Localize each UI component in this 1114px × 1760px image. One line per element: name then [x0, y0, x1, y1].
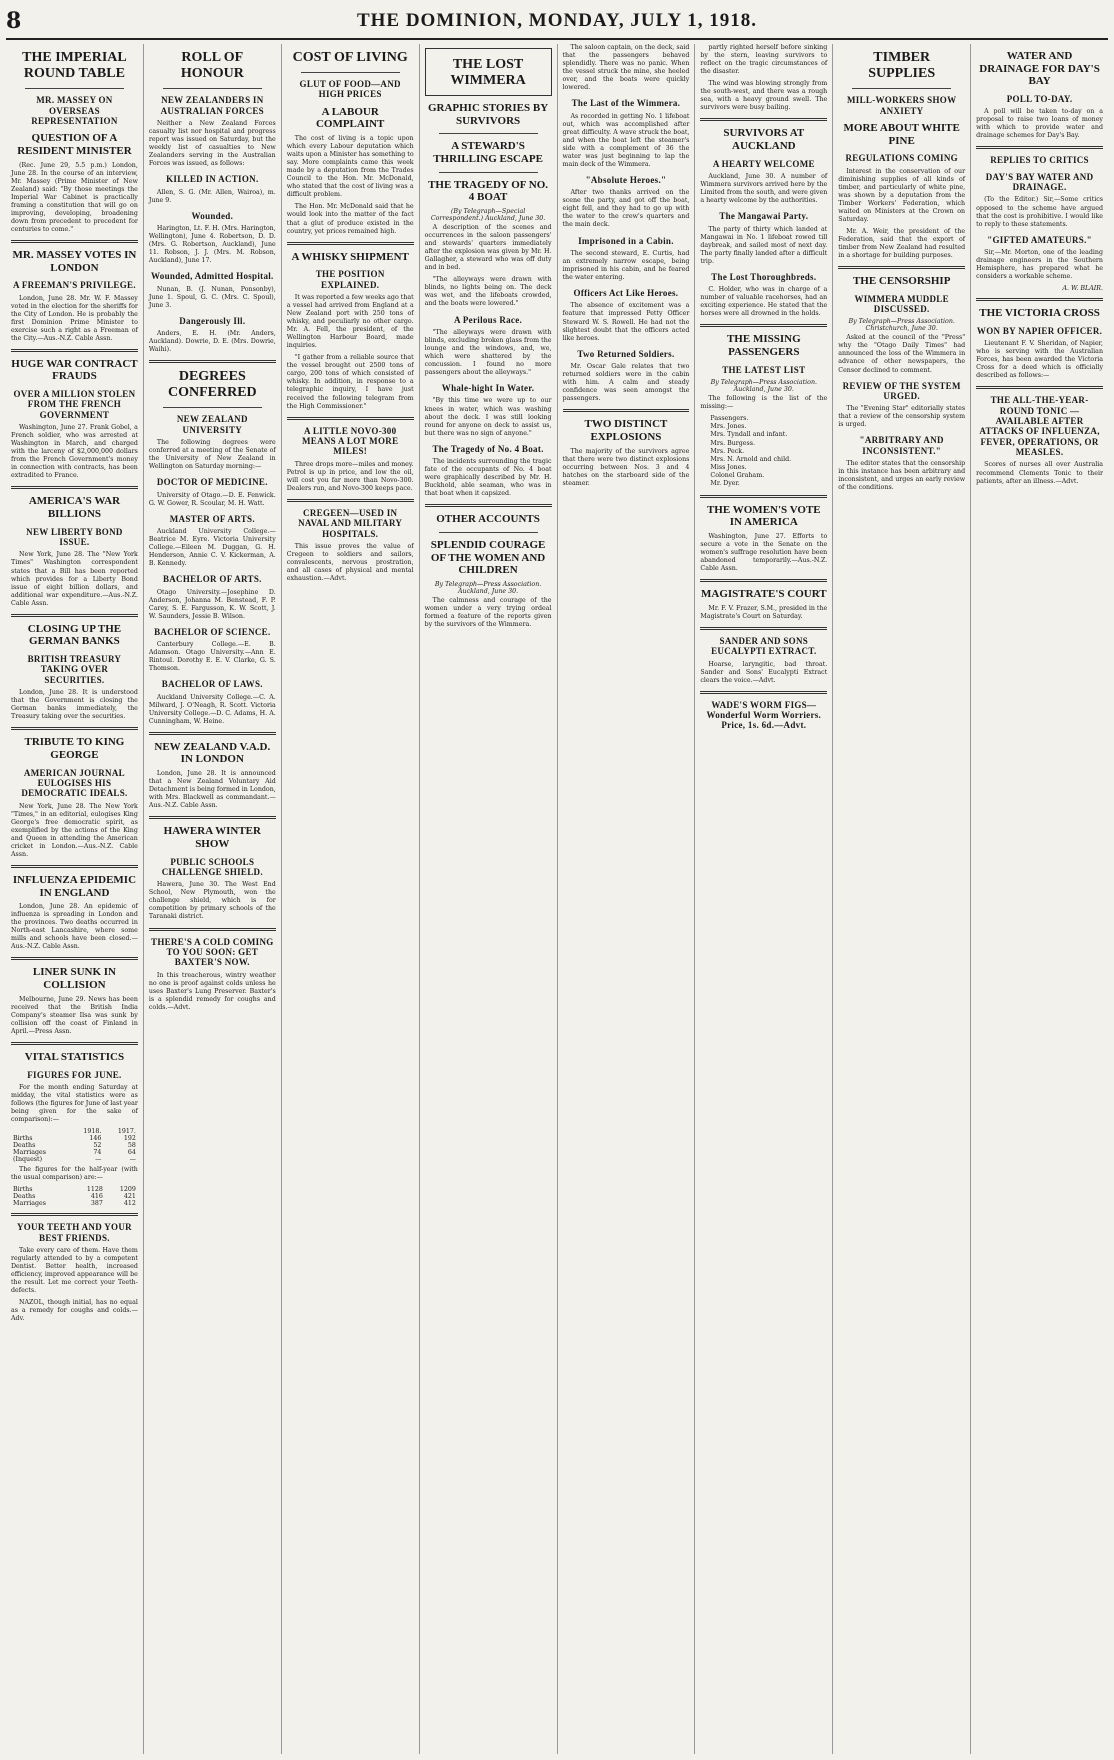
- columns: [6, 44, 1108, 1754]
- divider: [287, 499, 414, 502]
- headline: TRIBUTE TO KING GEORGE: [24, 736, 125, 761]
- article-paragraph: As recorded in getting No. 1 lifeboat out, which was accomplished after great difficulty. A wave struck the boat, and when the boat left the steamer's side with a complement of 36 the water was just beginning to lap the main deck of the Wimmera.: [562, 112, 690, 168]
- table-cell: Marriages: [13, 1149, 46, 1157]
- divider: [976, 386, 1103, 389]
- headline: YOUR TEETH AND YOUR BEST FRIENDS.: [16, 1222, 132, 1243]
- article-paragraph: Interest in the conservation of our diminishing supplies of all kinds of timber, and particularly of white pine, was shown by a deputation from the Timber Workers' Federation, which waited on Ministers at the Crown on Saturday.: [838, 167, 966, 223]
- article-paragraph: Auckland University College.—Beatrice M. Eyre. Victoria University College.—Eileen M. Duggan, G. H. Henderson, Annie C. V. Kickerman, A. B. Kennedy.: [148, 527, 276, 568]
- column-3: [282, 44, 420, 1754]
- headline: THE WOMEN'S VOTE IN AMERICA: [706, 503, 821, 529]
- advertisement: Three drops more—miles and money. Petrol is up in price, and low the oil, will cost you far more than Novo-300. Dealers run, and Novo-300 keeps pace.: [286, 460, 414, 492]
- divider: [700, 324, 827, 327]
- article-paragraph: London, June 28. An epidemic of influenza is spreading in London and the provinces. Two deaths occurred in North-east Lancashire, where some mills and schools have been closed.—Aus.-N.Z. Cable Assn.: [11, 903, 138, 951]
- article-paragraph: Nunan, B. (J. Nunan, Ponsonby), June 1. Spoul, G. C. (Mrs. C. Spoul), June 3.: [148, 285, 276, 309]
- section-label: Wounded.: [191, 210, 234, 221]
- headline: COST OF LIVING: [292, 50, 408, 65]
- newspaper-title: THE DOMINION, MONDAY, JULY 1, 1918.: [356, 10, 758, 31]
- headline: THE IMPERIAL ROUND TABLE: [22, 50, 127, 82]
- headline: OTHER ACCOUNTS: [436, 513, 540, 526]
- headline: THE MISSING PASSENGERS: [726, 333, 801, 358]
- divider: [439, 532, 538, 533]
- article-paragraph: The following degrees were conferred at a meeting of the Senate of the University of New Zealand in Wellington on Saturday morning:—: [148, 439, 276, 471]
- table-cell: 1209: [119, 1186, 136, 1194]
- divider: [25, 88, 124, 89]
- list-item: Colonel Graham.: [710, 472, 765, 480]
- divider: [163, 88, 262, 89]
- table-cell: —: [95, 1156, 102, 1164]
- article-paragraph: C. Holder, who was in charge of a number of valuable racehorses, had an exciting experience. He stated that the horses were all drowned in the holds.: [700, 286, 828, 318]
- table-cell: 1917.: [117, 1128, 136, 1136]
- article-paragraph: (To the Editor.) Sir,—Some critics opposed to the scheme have argued that the cost is prohibitive. I would like to reply to these statements.: [976, 196, 1103, 228]
- column-1: [6, 44, 144, 1754]
- subheadline: WIMMERA MUDDLE DISCUSSED.: [854, 293, 949, 314]
- headline: AMERICA'S WAR BILLIONS: [28, 495, 121, 521]
- divider: [11, 349, 138, 352]
- subheadline: THE LATEST LIST: [722, 364, 806, 375]
- headline: NEW ZEALAND V.A.D. IN LONDON: [154, 740, 271, 766]
- divider: [149, 732, 276, 735]
- headline: REPLIES TO CRITICS: [990, 155, 1089, 166]
- list-item: Passengers.: [710, 415, 749, 423]
- article-paragraph: "By this time we were up to our knees in water, which was washing about the deck. I was still looking round for anyone on deck to assist us, but there was no sign of anyone.": [424, 397, 552, 437]
- article-paragraph: It was reported a few weeks ago that a vessel had arrived from England at a New Zealand port with 250 tons of whisky, and peculiarly no other cargo. Mr. A. Fell, the president, of the Wellington Harbour Board, made inquiries.: [286, 293, 414, 350]
- table-header-row: [11, 1128, 138, 1135]
- headline: THE ALL-THE-YEAR-ROUND TONIC —AVAILABLE AFTER ATTACKS OF INFLUENZA, FEVER, OPERATIONS, OR MEASLES.: [979, 395, 1100, 458]
- subheadline: OVER A MILLION STOLEN FROM THE FRENCH GOVERNMENT: [13, 389, 136, 420]
- table-cell: 52: [93, 1142, 102, 1150]
- subheadline: MORE ABOUT WHITE PINE: [843, 121, 960, 147]
- table-cell: 1128: [86, 1186, 103, 1194]
- section-label: Dangerously Ill.: [179, 315, 246, 326]
- divider: [976, 298, 1103, 301]
- advertisement: NAZOL, though initial, has no equal as a remedy for coughs and colds.—Adv.: [11, 1299, 138, 1323]
- page-number: 8: [6, 8, 22, 34]
- list-item: Mr. Dyer.: [710, 480, 740, 488]
- divider: [852, 88, 951, 89]
- headline: THERE'S A COLD COMING TO YOU SOON: GET BAXTER'S NOW.: [151, 936, 274, 968]
- article-paragraph: The majority of the survivors agree that there were two distinct explosions occurring between Nos. 3 and 4 hatches on the starboard side of the steamer.: [562, 447, 690, 487]
- subheadline: MILL-WORKERS SHOW ANXIETY: [847, 95, 957, 116]
- subheadline: AMERICAN JOURNAL EULOGISES HIS DEMOCRATIC IDEALS.: [21, 767, 128, 799]
- section-label: REVIEW OF THE SYSTEM URGED.: [842, 380, 961, 401]
- headline: CREGEEN—USED IN NAVAL AND MILITARY HOSPITALS.: [298, 507, 403, 539]
- headline: MAGISTRATE'S COURT: [701, 588, 827, 601]
- article-paragraph: (Rec. June 29, 5.5 p.m.) London, June 28. In the course of an interview, Mr. Massey (Prime Minister of New Zealand) said: "By those meetings the Imperial War Cabinet is practically framing a constitution that will go on improving, developing, broadening down from precedent to precedent for centuries to come.": [11, 161, 138, 233]
- article-paragraph: The party of thirty which landed at Mangawai in No. 1 lifeboat rowed till daybreak, and sailed most of next day. The party finally landed after a difficult trip.: [700, 225, 828, 265]
- article-paragraph: London, June 28. It is understood that the Government is closing the German banks immediately, the Treasury taking over the securities.: [11, 689, 138, 721]
- divider: [976, 146, 1103, 149]
- article-paragraph: "The alleyways were drawn with blinds, no lights being on. The deck was wet, and the lifeboats crowded, and the boats were lowered.": [424, 276, 552, 308]
- subheadline: A LABOUR COMPLAINT: [315, 105, 385, 131]
- divider: [149, 816, 276, 819]
- section-label: A Perilous Race.: [454, 314, 523, 325]
- subheadline: WON BY NAPIER OFFICER.: [976, 325, 1103, 336]
- advertisement: WADE'S WORM FIGS—Wonderful Worm Worriers. Price, 1s. 6d.—Advt.: [706, 699, 822, 731]
- article-paragraph: Neither a New Zealand Forces casualty list nor hospital and progress report was issued on Saturday, but the weekly list of casualties to New Zealanders serving in the Australian Forces was issued, as follows:: [148, 119, 276, 168]
- article-paragraph: "The alleyways were drawn with blinds, excluding broken glass from the lounge and the windows, and, we, which were shattered by the concussion. I found no more passengers about the alleyways.": [424, 328, 552, 377]
- table-cell: 421: [123, 1193, 136, 1201]
- table-cell: Births: [13, 1135, 33, 1143]
- column-4: [420, 44, 558, 1754]
- divider: [700, 118, 827, 121]
- advertisement: Scores of nurses all over Australia recommend Clements Tonic to their patients, after an illness.—Advt.: [976, 461, 1103, 485]
- credit-line: By Telegraph—Press Association. Auckland, June 30.: [434, 580, 542, 595]
- list-item: Mrs. Peck.: [710, 447, 745, 455]
- headline: MR. MASSEY VOTES IN LONDON: [12, 248, 137, 274]
- section-label: The Tragedy of No. 4 Boat.: [432, 443, 544, 454]
- article-paragraph: Auckland, June 30. A number of Wimmera survivors arrived here by the Limited from the south, and were given a hearty welcome by the authorities.: [700, 173, 828, 205]
- article-paragraph: The incidents surrounding the tragic fate of the occupants of No. 4 boat were graphically described by Mr. H. Buckhold, able seaman, who was in that boat when it capsized.: [424, 458, 552, 498]
- headline: THE LOST WIMMERA: [450, 57, 526, 89]
- table-cell: Marriages: [13, 1200, 46, 1208]
- subheadline: DAY'S BAY WATER AND DRAINAGE.: [985, 171, 1094, 193]
- article-paragraph: A description of the scenes and occurrences in the saloon passengers' and stewards' quarters immediately after the explosion was given by Mr. H. Gallagher, a steward who was off duty and in bed.: [424, 224, 552, 272]
- article-paragraph: Take every care of them. Have them regularly attended to by a competent Dentist. Better health, increased efficiency, improved appearance will be the result. Let me correct your Teeth-defects.: [11, 1246, 138, 1295]
- article-paragraph: Hawera, June 30. The West End School, New Plymouth, won the challenge shield, which is for competition by primary schools of the Taranaki district.: [148, 881, 276, 921]
- section-label: The Last of the Wimmera.: [571, 98, 681, 109]
- headline-box: [425, 48, 552, 96]
- divider: [163, 407, 262, 408]
- table-cell: 192: [123, 1135, 136, 1143]
- article-paragraph: The second steward, E. Curtis, had an extremely narrow escape, being imprisoned in his cabin, and he feared the water entering.: [562, 249, 690, 282]
- article-paragraph: After two thanks arrived on the scene the party, and got off the boat, eight fell, and they had to go up with the water to the crew's quarters and the main deck.: [562, 189, 690, 229]
- article-paragraph: The following is the list of the missing:—: [700, 394, 828, 410]
- signature: A. W. BLAIR.: [1062, 285, 1103, 293]
- credit-line: By Telegraph—Press Association. Auckland, June 30.: [710, 378, 818, 393]
- article-paragraph: The figures for the half-year (with the usual comparison) are:—: [11, 1166, 138, 1182]
- divider: [700, 579, 827, 582]
- article-paragraph: The editor states that the censorship in this instance has been arbitrary and inconsistent, and urges an early review of the conditions.: [838, 460, 966, 492]
- headline: TWO DISTINCT EXPLOSIONS: [584, 418, 668, 443]
- divider: [11, 1042, 138, 1045]
- section-label: Officers Act Like Heroes.: [573, 288, 679, 299]
- list-item: Mrs. N. Arnold and child.: [710, 455, 792, 463]
- subheadline: NEW ZEALANDERS IN AUSTRALIAN FORCES: [160, 95, 264, 116]
- divider: [149, 928, 276, 931]
- headline: HAWERA WINTER SHOW: [163, 825, 261, 850]
- subheadline: THE POSITION EXPLAINED.: [315, 269, 385, 290]
- advertisement: Hoarse, laryngitic, bad throat. Sander and Sons' Eucalypti Extract clears the voice.—Advt.: [700, 660, 828, 684]
- section-label: The Lost Thoroughbreds.: [711, 271, 817, 282]
- divider: [287, 417, 414, 420]
- half-year-stats-table: [11, 1186, 138, 1207]
- section-label: "ARBITRARY AND INCONSISTENT.": [859, 435, 944, 456]
- subheadline: FIGURES FOR JUNE.: [27, 1069, 122, 1080]
- article-paragraph: New York, June 28. The New York "Times," in an editorial, eulogises King George's free democratic spirit, as exemplified by the actions of the King and Queen in attending the American cricket in London.—Aus.-N.Z. Cable Assn.: [11, 802, 138, 858]
- headline: TIMBER SUPPLIES: [868, 50, 936, 82]
- column-5: [558, 44, 696, 1754]
- subheadline: PUBLIC SCHOOLS CHALLENGE SHIELD.: [161, 856, 263, 877]
- article-paragraph: The Hon. Mr. McDonald said that he would look into the matter of the fact that a glut of produce existed in the country, yet prices remained high.: [286, 203, 414, 235]
- headline: THE CENSORSHIP: [852, 275, 951, 288]
- subheadline: THE TRAGEDY OF NO. 4 BOAT: [428, 178, 549, 204]
- divider: [838, 266, 965, 269]
- article-paragraph: Asked at the council of the "Press" why the "Otago Daily Times" had announced the loss of the Wimmera in advance of other newspapers, the Censor declined to comment.: [838, 334, 966, 374]
- table-row: [11, 1142, 138, 1149]
- table-row: [11, 1135, 138, 1142]
- headline: WATER AND DRAINAGE FOR DAY'S BAY: [979, 50, 1100, 88]
- article-paragraph: Mr. F. V. Frazer, S.M., presided in the Magistrate's Court on Saturday.: [700, 604, 828, 620]
- table-row: [11, 1156, 138, 1163]
- article-paragraph: Mr. Oscar Gale relates that two returned soldiers were in the cabin with him. A calm and steady confidence was seen amongst the passengers.: [562, 362, 690, 403]
- article-paragraph: The wind was blowing strongly from the south-west, and there was a rough sea, with a heavy ground swell. The survivors were busy bailing.: [700, 80, 828, 112]
- article-paragraph: Mr. A. Weir, the president of the Federation, said that the export of timber from New Zealand had resulted in a shortage for building purposes.: [838, 227, 966, 259]
- table-cell: 64: [127, 1149, 136, 1157]
- headline: A WHISKY SHIPMENT: [291, 250, 409, 263]
- divider: [425, 504, 552, 507]
- column-8: [971, 44, 1108, 1754]
- divider: [11, 486, 138, 489]
- subheadline: GRAPHIC STORIES BY SURVIVORS: [427, 102, 549, 127]
- section-label: BACHELOR OF ARTS.: [162, 574, 262, 585]
- divider: [287, 242, 414, 245]
- subheadline: A HEARTY WELCOME: [712, 158, 815, 169]
- advertisement: This issue proves the value of Cregeen to soldiers and sailors, convalescents, nervous prostration, and all cases of physical and mental exhaustion.—Advt.: [286, 542, 414, 583]
- article-paragraph: Auckland University College.—C. A. Milward, J. O'Neagh, R. Scott. Victoria University College.—D. C. Adams, H. A. Cunningham, W. Heine.: [148, 693, 276, 725]
- section-label: KILLED IN ACTION.: [166, 174, 259, 185]
- headline: THE VICTORIA CROSS: [979, 307, 1100, 320]
- article-paragraph: The calmness and courage of the women under a very trying ordeal formed a feature of the reports given by the survivors of the Wimmera.: [424, 596, 552, 628]
- subheadline: QUESTION OF A RESIDENT MINISTER: [17, 132, 132, 157]
- table-cell: 58: [127, 1142, 136, 1150]
- table-cell: [11, 1128, 69, 1135]
- divider: [439, 172, 538, 173]
- section-label: Whale-hight In Water.: [441, 383, 535, 394]
- section-label: BACHELOR OF LAWS.: [161, 679, 263, 690]
- table-cell: 146: [89, 1135, 102, 1143]
- table-row: [11, 1193, 138, 1200]
- table-cell: 416: [90, 1193, 103, 1201]
- headline: HUGE WAR CONTRACT FRAUDS: [11, 357, 138, 383]
- subheadline: "GIFTED AMATEURS.": [987, 234, 1092, 245]
- table-cell: Deaths: [13, 1142, 36, 1150]
- list-item: Mrs. Tyndall and infant.: [710, 431, 788, 439]
- table-cell: 74: [93, 1149, 102, 1157]
- article-paragraph: The absence of excitement was a feature that impressed Petty Officer Steward W. S. Rowell. He had not the slightest doubt that the officers acted like heroes.: [562, 302, 690, 342]
- article-paragraph: For the month ending Saturday at midday, the vital statistics were as follows (the figures for June of last year being given for the sake of comparison):—: [11, 1083, 138, 1124]
- divider: [439, 133, 538, 134]
- article-paragraph: London, June 28. It is announced that a New Zealand Voluntary Aid Detachment is being formed in London, with Mrs. Blackwell as commandant.—Aus.-N.Z. Cable Assn.: [148, 770, 276, 810]
- headline: LINER SUNK IN COLLISION: [32, 966, 116, 992]
- divider: [11, 865, 138, 868]
- table-cell: Births: [13, 1186, 33, 1194]
- subheadline: GLUT OF FOOD—AND HIGH PRICES: [299, 79, 401, 100]
- section-label: MASTER OF ARTS.: [169, 513, 255, 524]
- table-row: [11, 1149, 138, 1156]
- table-cell: 412: [123, 1200, 136, 1208]
- article-paragraph: New York, June 28. The "New York Times" Washington correspondent states that a Bill has been reported which provides for a Liberty Bond issue of eight billion dollars, and additional war expenditure.—Aus.-N.Z. Cable Assn.: [11, 551, 138, 607]
- headline: CLOSING UP THE GERMAN BANKS: [27, 622, 122, 648]
- article-paragraph: partly righted herself before sinking by the stern, leaving survivors to reflect on the tragic circumstances of the disaster.: [700, 44, 828, 76]
- headline: DEGREES CONFERRED: [167, 369, 257, 401]
- article-paragraph: Harington, Lt. F. H. (Mrs. Harington, Wellington), June 4. Robertson, D. D. (Mrs. G. Robertson, Auckland), June 11. Robson, J. J. (Mrs. M. Robson, Auckland), June 17.: [148, 224, 276, 265]
- subheadline: NEW ZEALAND UNIVERSITY: [176, 414, 248, 435]
- article-paragraph: University of Otago.—D. E. Fenwick. G. W. Gower, R. Scoular, M. H. Watt.: [148, 491, 276, 507]
- section-label: The Mangawai Party.: [719, 211, 809, 222]
- subheadline: POLL TO-DAY.: [1006, 93, 1073, 104]
- subheadline: SPLENDID COURAGE OF THE WOMEN AND CHILDREN: [430, 538, 546, 577]
- vital-stats-table: [11, 1128, 138, 1163]
- article-paragraph: Washington, June 27. Frank Gobel, a French soldier, who was arrested at Washington in March, and charged with the larceny of $2,000,000 dollars from the French Government's money in connection with contracts, has been extradited to France.: [11, 424, 138, 480]
- table-row: [11, 1186, 138, 1193]
- article-paragraph: "I gather from a reliable source that the vessel brought out 2500 tons of cargo, 200 tons of which consisted of whisky. In addition, in response to a telegraphic inquiry, I have just received the following telegram from the High Commissioner.": [286, 354, 414, 410]
- article-paragraph: The cost of living is a topic upon which every Labour deputation which waits upon a Minister has something to say. More complaints came this week made by a deputation from the Trades Council to the Hon. Mr. McDonald, who stated that the cost of living was a difficult problem.: [286, 135, 414, 199]
- headline: VITAL STATISTICS: [24, 1050, 125, 1063]
- article-paragraph: Otago University.—Josephine D. Anderson, Johanna M. Benstead, F. P. Carey, S. E. Fargusson, K. W. Scott, J. W. Saunders, Jessie B. Wilson.: [148, 588, 276, 620]
- credit-line: By Telegraph—Press Association. Christchurch, June 30.: [848, 318, 955, 333]
- masthead: [6, 4, 1108, 40]
- subheadline: REGULATIONS COMING: [845, 153, 958, 164]
- section-label: Wounded, Admitted Hospital.: [150, 271, 274, 282]
- subheadline: A FREEMAN'S PRIVILEGE.: [13, 280, 136, 291]
- article-paragraph: The "Evening Star" editorially states that a review of the censorship system is urged.: [838, 405, 966, 429]
- divider: [700, 495, 827, 498]
- article-paragraph: Canterbury College.—E. B. Adamson. Otago University.—Ann E. Rintoul. Dorothy E. E. V. Clarke, G. S. Thomson.: [148, 641, 276, 673]
- article-paragraph: Allen, S. G. (Mr. Allen, Wairoa), m. June 9.: [148, 188, 276, 204]
- divider: [301, 72, 400, 73]
- article-paragraph: Washington, June 27. Efforts to secure a vote in the Senate on the women's suffrage resolution have been abandoned temporarily.—Aus.-N.Z. Cable Assn.: [700, 532, 828, 573]
- divider: [149, 360, 276, 363]
- article-paragraph: Anders, E. H. (Mr. Anders, Auckland). Dowrie, D. E. (Mrs. Dowrie, Waihi).: [148, 330, 276, 354]
- divider: [563, 409, 690, 412]
- divider: [11, 240, 138, 243]
- divider: [11, 727, 138, 730]
- divider: [11, 957, 138, 960]
- subheadline: BRITISH TREASURY TAKING OVER SECURITIES.: [27, 654, 122, 685]
- subheadline: MR. MASSEY ON OVERSEAS REPRESENTATION: [31, 95, 118, 126]
- table-cell: 387: [90, 1200, 103, 1208]
- table-cell: (Inquest): [13, 1156, 43, 1164]
- divider: [11, 614, 138, 617]
- article-paragraph: Sir,—Mr. Morton, one of the leading drainage engineers in the Southern Hemisphere, has prepared what he considers a workable scheme.: [976, 249, 1103, 281]
- list-item: Miss Jones.: [710, 464, 747, 472]
- missing-list: [710, 415, 827, 489]
- article-paragraph: The saloon captain, on the deck, said that the passengers behaved splendidly. There was no panic. When the vessel struck the mine, she heeled over, and the boats were quickly lowered.: [562, 44, 690, 92]
- divider: [11, 1213, 138, 1216]
- headline: ROLL OF HONOUR: [180, 50, 244, 82]
- column-6: [695, 44, 833, 1754]
- subheadline: A STEWARD'S THRILLING ESCAPE: [433, 140, 543, 166]
- section-label: BACHELOR OF SCIENCE.: [154, 626, 271, 637]
- credit-line: (By Telegraph—Special Correspondent.) Auckland, June 30.: [430, 208, 546, 223]
- subheadline: NEW LIBERTY BOND ISSUE.: [26, 526, 123, 548]
- article-paragraph: Melbourne, June 29. News has been received that the British India Company's steamer Ilsa was sunk by collision off the coast of Finland in April.—Press Assn.: [11, 995, 138, 1035]
- section-label: DOCTOR OF MEDICINE.: [156, 477, 268, 488]
- section-label: "Absolute Heroes.": [585, 174, 667, 185]
- section-label: Imprisoned in a Cabin.: [578, 235, 674, 246]
- table-cell: —: [129, 1156, 136, 1164]
- table-cell: 1918.: [83, 1128, 102, 1136]
- column-2: [144, 44, 282, 1754]
- advertisement: In this treacherous, wintry weather no one is proof against colds unless he uses Baxter's Lung Preserver. Baxter's is a splendid remedy for coughs and colds.—Advt.: [148, 971, 276, 1011]
- article-paragraph: London, June 28. Mr. W. F. Massey voted in the election for the sheriffs for the City of London. He is probably the first Dominion Prime Minister to exercise such a right as a Freeman of the City.—Aus.-N.Z. Cable Assn.: [11, 294, 138, 342]
- article-paragraph: Lieutenant F. V. Sheridan, of Napier, who is serving with the Australian Forces, has been awarded the Victoria Cross for a deed which is officially described as follows:—: [976, 340, 1103, 380]
- divider: [700, 691, 827, 694]
- list-item: Mrs. Burgess.: [710, 439, 755, 447]
- headline: SANDER AND SONS EUCALYPTI EXTRACT.: [711, 635, 817, 657]
- table-row: [11, 1200, 138, 1207]
- list-item: Mrs. Jones.: [710, 423, 747, 431]
- headline: SURVIVORS AT AUCKLAND: [723, 127, 805, 153]
- table-cell: Deaths: [13, 1193, 36, 1201]
- divider: [700, 627, 827, 630]
- headline: A LITTLE NOVO-300 MEANS A LOT MORE MILES!: [301, 425, 399, 457]
- section-label: Two Returned Soldiers.: [577, 348, 675, 359]
- article-paragraph: A poll will be taken to-day on a proposal to raise two loans of money with which to provide water and drainage schemes for Day's Bay.: [976, 108, 1103, 140]
- headline: INFLUENZA EPIDEMIC IN ENGLAND: [12, 873, 137, 899]
- column-7: [833, 44, 971, 1754]
